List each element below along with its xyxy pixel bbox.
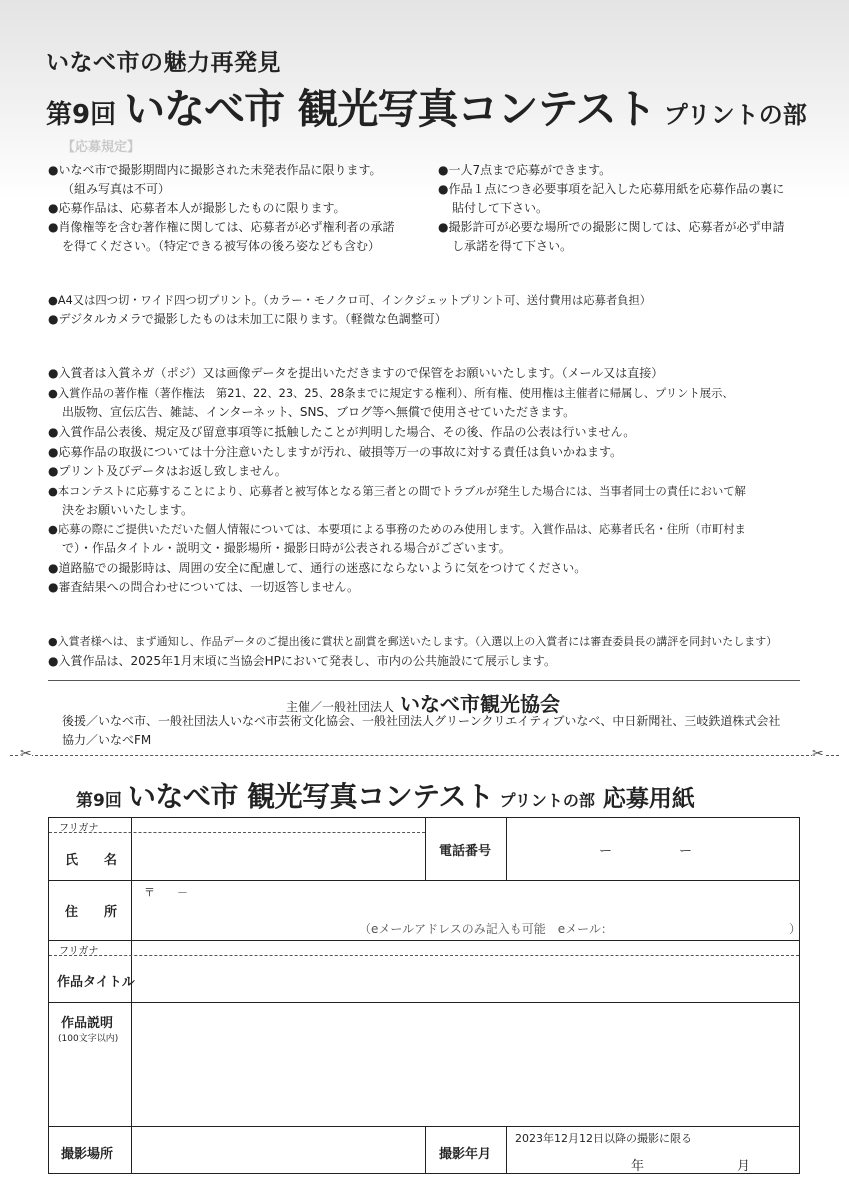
note-line-10: で）・作品タイトル・説明文・撮影場所・撮影日時が公表される場合がございます。	[62, 541, 511, 555]
organizer-name: いなべ市観光協会	[400, 692, 561, 716]
format-line-1: ●A4又は四つ切・ワイド四つ切プリント。（カラー・モノクロ可、インクジェットプリント可、送付費用は応募者負担）	[48, 294, 652, 307]
note-line-3: 出版物、宣伝広告、雑誌、インターネット、SNS、ブログ等へ無償で使用させていただきます。	[62, 405, 576, 419]
title-sub: プリントの部	[663, 101, 807, 129]
form-col-divider	[506, 818, 507, 880]
email-note: （eメールアドレスのみ記入も可能 eメール：	[359, 922, 613, 936]
form-title-main: いなべ市 観光写真コンテスト	[127, 780, 494, 813]
rule-right-4: ●撮影許可が必要な場所での撮影に関しては、応募者が必ず申請	[438, 220, 785, 234]
rule-right-5: し承諾を得て下さい。	[452, 239, 573, 253]
form-title-end: 応募用紙	[602, 786, 695, 812]
rule-right-1: ●一人7点まで応募ができます。	[438, 163, 612, 177]
note-line-2: ●入賞作品の著作権（著作権法 第21、22、23、25、28条までに規定する権利）、所有権、使用権は主催者に帰属し、プリント展示、	[48, 387, 734, 400]
format-line-2: ●デジタルカメラで撮影したものは未加工に限ります。（軽微な色調整可）	[48, 312, 447, 326]
rule-right-3: 貼付して下さい。	[452, 201, 549, 215]
note-line-12: ●審査結果への問合わせについては、一切返答しません。	[48, 580, 359, 594]
form-col-divider	[131, 818, 132, 1173]
page-title	[46, 76, 807, 135]
form-row-divider	[49, 880, 799, 881]
rule-left-1: ●いなべ市で撮影期間内に撮影された未発表作品に限ります。	[48, 163, 382, 177]
description-note: (100文字以内)	[58, 1034, 119, 1044]
form-col-divider	[506, 1126, 507, 1173]
furigana-dash	[49, 955, 799, 956]
form-title-sub: プリントの部	[499, 791, 595, 810]
name-label: 氏 名	[65, 853, 118, 868]
page-subtitle: いなべ市の魅力再発見	[46, 50, 281, 76]
address-label: 住 所	[65, 905, 118, 920]
section-divider	[48, 680, 800, 681]
rule-left-4: ●肖像権等を含む著作権に関しては、応募者が必ず権利者の承諾	[48, 220, 395, 234]
cut-line	[10, 755, 839, 756]
note-line-9: ●応募の際にご提供いただいた個人情報については、本要項による事務のためのみ使用します。入賞作品は、応募者氏名・住所（市町村ま	[48, 523, 746, 536]
phone-dash-2: ー	[679, 844, 693, 859]
entry-form	[48, 817, 800, 1174]
form-title	[76, 775, 695, 815]
form-row-divider	[49, 940, 799, 941]
organizer-prefix: 主催／一般社団法人	[286, 700, 395, 714]
furigana-label: フリガナ	[59, 823, 99, 834]
date-note: 2023年12月12日以降の撮影に限る	[515, 1132, 692, 1145]
email-note-close: ）	[789, 922, 802, 936]
rule-left-3: ●応募作品は、応募者本人が撮影したものに限ります。	[48, 201, 346, 215]
phone-dash-1: ー	[599, 844, 613, 859]
title-label: 作品タイトル	[57, 975, 135, 990]
furigana-dash	[49, 832, 425, 833]
note-line-11: ●道路脇での撮影時は、周囲の安全に配慮して、通行の迷惑にならないように気をつけてください。	[48, 561, 587, 575]
form-col-divider	[425, 818, 426, 880]
description-label: 作品説明	[61, 1016, 114, 1031]
furigana-label: フリガナ	[59, 946, 99, 957]
note-line-7: ●本コンテストに応募することにより、応募者と被写体となる第三者との間でトラブルが発生した場合には、当事者同士の責任において解	[48, 485, 746, 498]
support-line-2: 協力／いなべFM	[62, 733, 152, 747]
year-label: 年	[631, 1159, 645, 1174]
note-line-5: ●応募作品の取扱については十分注意いたしますが汚れ、破損等万一の事故に対する責任は負いかねます。	[48, 445, 622, 459]
form-row-divider	[49, 1126, 799, 1127]
rule-left-2: （組み写真は不可）	[62, 182, 171, 196]
rule-right-2: ●作品１点につき必要事項を記入した応募用紙を応募作品の裏に	[438, 182, 785, 196]
scissors-right-icon: ✂	[812, 746, 824, 762]
postal-mark: 〒 －	[144, 886, 188, 899]
award-line-2: ●入賞作品は、2025年1月末頃に当協会HPにおいて発表し、市内の公共施設にて展示します。	[48, 654, 556, 668]
rule-left-5: を得てください。（特定できる被写体の後ろ姿なども含む）	[62, 239, 381, 253]
form-row-divider	[49, 1002, 799, 1003]
form-title-round: 第9回	[76, 791, 122, 811]
form-col-divider	[425, 1126, 426, 1173]
rules-label: 【応募規定】	[62, 140, 141, 155]
month-label: 月	[737, 1159, 751, 1174]
phone-label: 電話番号	[439, 844, 492, 859]
note-line-8: 決をお願いいたします。	[62, 503, 194, 517]
date-label: 撮影年月	[439, 1147, 492, 1162]
note-line-6: ●プリント及びデータはお返し致しません。	[48, 464, 287, 478]
note-line-4: ●入賞作品公表後、規定及び留意事項等に抵触したことが判明した場合、その後、作品の公表は行いません。	[48, 425, 636, 439]
title-main: いなべ市 観光写真コンテスト	[124, 85, 656, 133]
scissors-left-icon: ✂	[20, 746, 32, 762]
title-round: 第9回	[46, 100, 117, 130]
note-line-1: ●入賞者は入賞ネガ（ポジ）又は画像データを提出いただきますので保管をお願いいたします。（メール又は直接）	[48, 366, 664, 380]
award-line-1: ●入賞者様へは、まず通知し、作品データのご提出後に賞状と副賞を郵送いたします。（入選以上の入賞者には審査委員長の講評を同封いたします）	[48, 635, 778, 648]
place-label: 撮影場所	[61, 1147, 114, 1162]
support-line-1: 後援／いなべ市、一般社団法人いなべ市芸術文化協会、一般社団法人グリーンクリエイティブいなべ、中日新聞社、三岐鉄道株式会社	[62, 714, 781, 728]
